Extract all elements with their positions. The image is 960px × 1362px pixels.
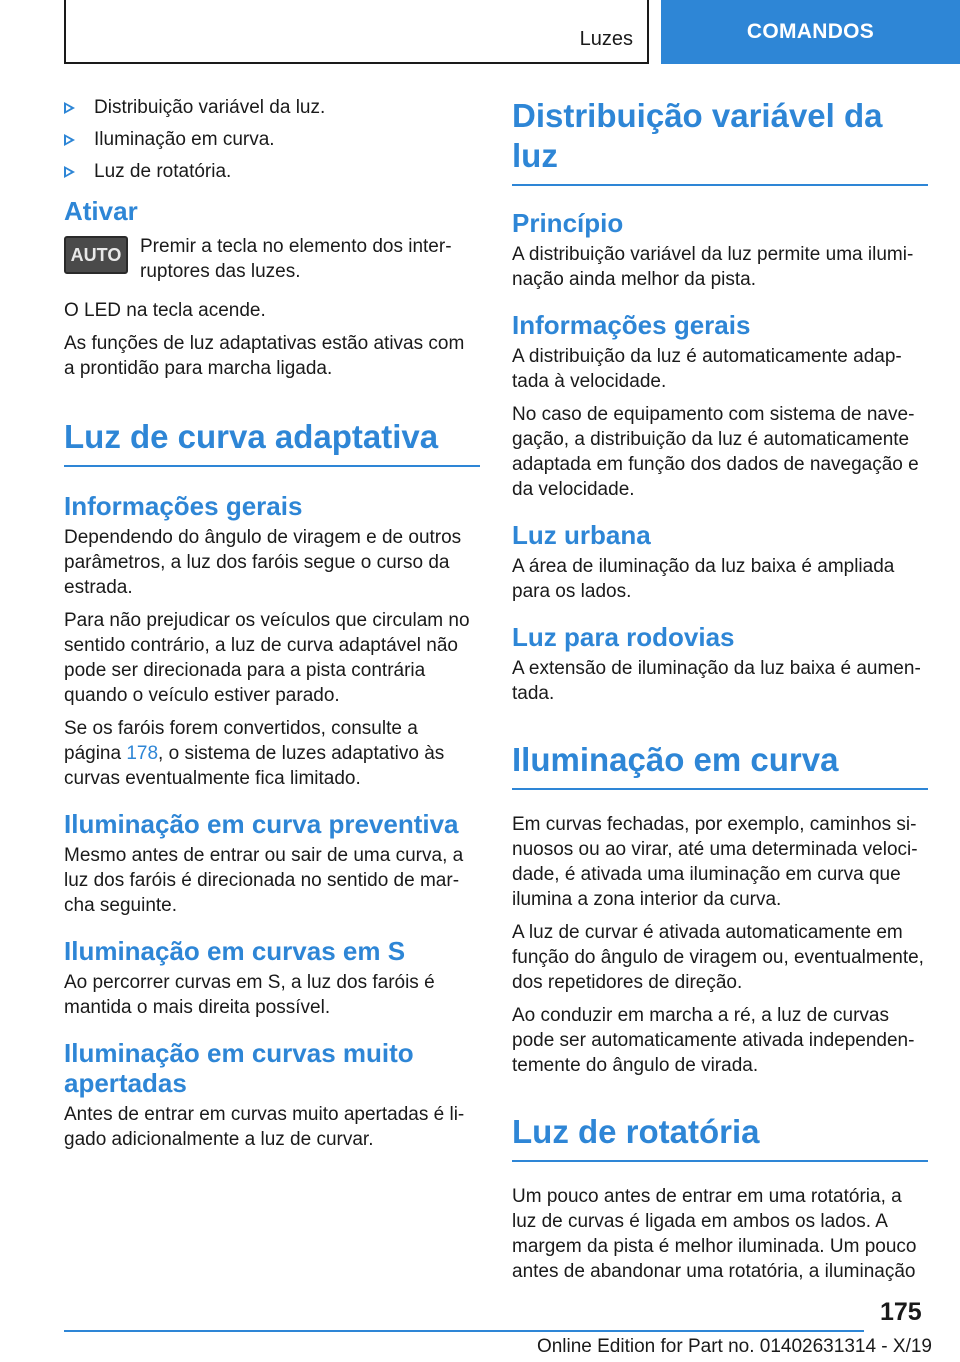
list-item: Iluminação em curva. — [64, 128, 480, 152]
heading-info-gerais: Informações gerais — [512, 310, 751, 340]
title-distribuicao: Distribuição variável da luz — [512, 96, 928, 186]
heading-luz-rodovias: Luz para rodovias — [512, 622, 735, 652]
auto-instruction — [64, 234, 480, 284]
header-section-box — [64, 0, 649, 64]
title-rotatoria: Luz de rotatória — [512, 1112, 928, 1162]
heading-curvas-s: Iluminação em curvas em S — [64, 936, 406, 966]
footer-edition: Online Edition for Part no. 01402631314 - X/19 — [536, 1336, 932, 1357]
heading-preventiva: Iluminação em curva preventiva — [64, 809, 459, 839]
paragraph: Mesmo antes de entrar ou sair de uma curva, a luz dos faróis é direcionada no sentido de marcha seguinte. — [64, 845, 464, 916]
paragraph: Se os faróis forem convertidos, consulte a página 178, o sistema de luzes adaptativo às curvas eventualmente fica limitado. — [64, 718, 445, 789]
heading-principio: Princípio — [512, 208, 624, 238]
footer-divider — [64, 1330, 864, 1332]
auto-button-icon: AUTO — [64, 236, 128, 274]
paragraph: No caso de equipamento com sistema de navegação, a distribuição da luz é automaticamente adaptada em função dos dados de navegação e da velocidade. — [512, 404, 919, 500]
right-column — [512, 96, 928, 1292]
paragraph: A distribuição da luz é automaticamente adaptada à velocidade. — [512, 346, 902, 392]
title-curva-adaptativa: Luz de curva adaptativa — [64, 417, 480, 467]
paragraph: A área de iluminação da luz baixa é ampliada para os lados. — [512, 556, 895, 602]
paragraph: A extensão de iluminação da luz baixa é aumentada. — [512, 658, 921, 704]
paragraph: Ao percorrer curvas em S, a luz dos faróis é mantida o mais direita possível. — [64, 972, 435, 1018]
heading-luz-urbana: Luz urbana — [512, 520, 651, 550]
paragraph: O LED na tecla acende. — [64, 300, 266, 321]
chapter-tab[interactable]: COMANDOS — [661, 0, 960, 64]
paragraph: Em curvas fechadas, por exemplo, caminhos sinuosos ou ao virar, até uma determinada velocidade, é ativada uma iluminação em curva que ilumina a zona interior da curva. — [512, 814, 918, 910]
page-number: 175 — [880, 1298, 922, 1326]
title-iluminacao-curva: Iluminação em curva — [512, 740, 928, 790]
triangle-bullet-icon — [64, 102, 75, 114]
paragraph: A distribuição variável da luz permite uma iluminação ainda melhor da pista. — [512, 244, 914, 290]
paragraph: Ao conduzir em marcha a ré, a luz de curvas pode ser automaticamente ativada independentemente do ângulo de virada. — [512, 1005, 915, 1076]
paragraph: Um pouco antes de entrar em uma rotatória, a luz de curvas é ligada em ambos os lados. A margem da pista é melhor iluminada. Um pouco antes de abandonar uma rotatória, a iluminação — [512, 1186, 917, 1282]
list-item: Luz de rotatória. — [64, 160, 480, 184]
list-item: Distribuição variável da luz. — [64, 96, 480, 120]
triangle-bullet-icon — [64, 166, 75, 178]
section-title: Luzes — [579, 28, 633, 50]
left-column — [64, 96, 480, 1160]
auto-instruction-text: Premir a tecla no elemento dos interruptores das luzes. — [140, 236, 452, 282]
feature-list — [64, 96, 480, 184]
heading-info-gerais: Informações gerais — [64, 491, 303, 521]
paragraph: A luz de curvar é ativada automaticamente em função do ângulo de viragem ou, eventualmente, dos repetidores de direção. — [512, 922, 924, 993]
paragraph: Antes de entrar em curvas muito apertadas é ligado adicionalmente a luz de curvar. — [64, 1104, 465, 1150]
triangle-bullet-icon — [64, 134, 75, 146]
heading-ativar: Ativar — [64, 196, 138, 226]
paragraph: Para não prejudicar os veículos que circulam no sentido contrário, a luz de curva adaptável não pode ser direcionada para a pista contrária quando o veículo estiver parado. — [64, 610, 470, 706]
page-link-178[interactable]: 178 — [126, 743, 159, 764]
heading-curvas-apertadas: Iluminação em curvas muito apertadas — [64, 1038, 414, 1098]
paragraph: Dependendo do ângulo de viragem e de outros parâmetros, a luz dos faróis segue o curso da estrada. — [64, 527, 462, 598]
paragraph: As funções de luz adaptativas estão ativas com a prontidão para marcha ligada. — [64, 333, 465, 379]
